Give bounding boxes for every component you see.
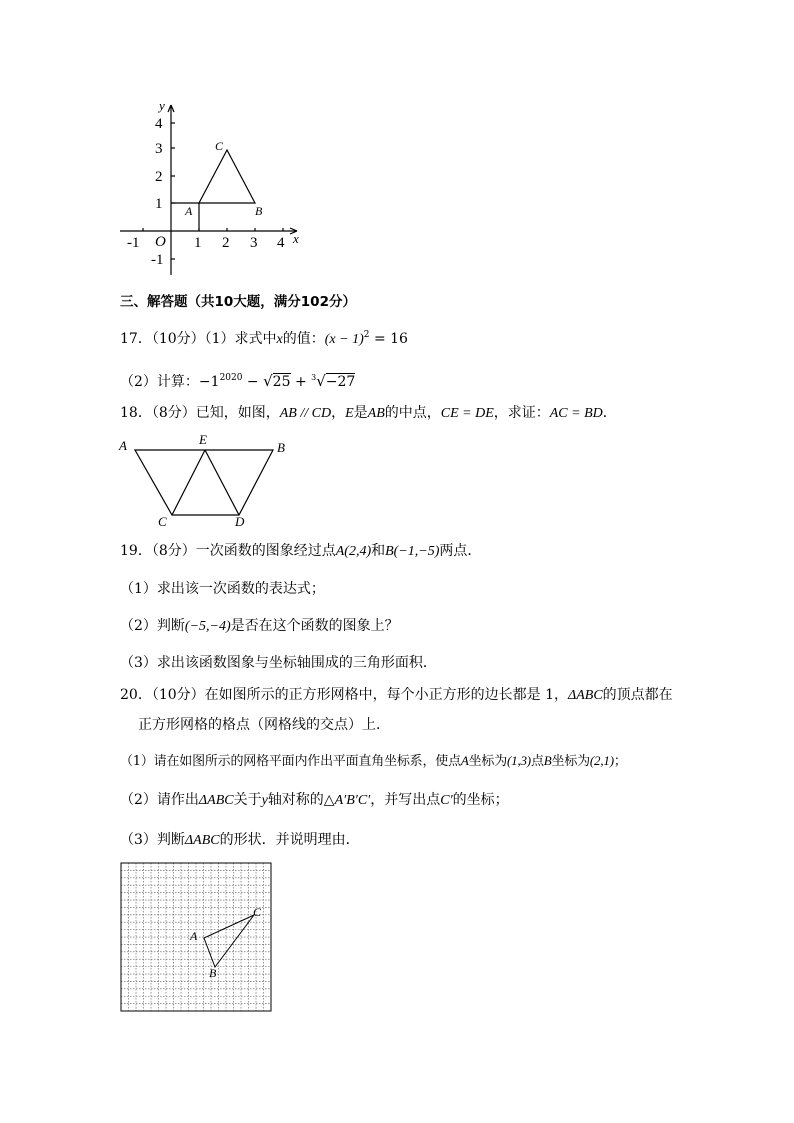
q18-label-e: E [199,432,207,447]
q20-stem-line2: 正方形网格的格点（网格线的交点）上． [138,717,390,733]
y-tick-neg1: -1 [151,252,164,268]
q19-part3: （3）求出该函数图象与坐标轴围成的三角形面积． [120,655,437,671]
x-axis-label: x [293,231,299,246]
triangle-abc [199,150,255,203]
q18-trapezoid-figure [115,430,295,530]
q16-coordinate-figure [115,95,315,285]
q18-stem: 18．（8分）已知，如图，AB // CD，E是AB的中点，CE = DE，求证：AC = BD． [120,405,617,421]
q18-label-a: A [119,438,127,453]
x-tick-2: 2 [222,235,230,251]
q20-stem-line1: 20．（10分）在如图所示的正方形网格中，每个小正方形的边长都是 1，ΔABC的顶点都在 [120,687,673,703]
q20-part1: （1）请在如图所示的网格平面内作出平面直角坐标系，使点A坐标为(1,3)点B坐标为(2,1)； [120,753,627,769]
y-tick-2: 2 [155,169,163,185]
x-tick-1: 1 [194,235,202,251]
point-a-label: A [185,204,193,218]
q20-label-c: C [253,905,262,919]
point-b-label: B [255,204,263,218]
y-axis-label: y [159,98,165,113]
point-c-label: C [215,139,224,153]
section-heading: 三、解答题（共10大题，满分102分） [120,294,356,310]
q20-part2: （2）请作出ΔABC关于y轴对称的△A′B′C′，并写出点C′的坐标； [120,792,509,808]
q18-label-c: C [158,514,167,529]
q20-label-a: A [190,929,198,943]
q20-grid-figure [118,860,278,1015]
q19-part1: （1）求出该一次函数的表达式； [120,581,325,597]
x-tick-4: 4 [277,235,285,251]
x-tick-3: 3 [250,235,258,251]
q17-line1: 17．（10分）（1）求式中x的值：$(x - 1)^2 = 16$ [120,330,408,347]
q19-stem: 19．（8分）一次函数的图象经过点A(2,4)和B(−1,−5)两点． [120,543,482,559]
q18-label-d: D [235,514,245,529]
q20-part3: （3）判断ΔABC的形状．并说明理由． [120,832,360,848]
y-tick-1: 1 [155,196,163,212]
origin-label: O [155,234,166,250]
q19-part2: （2）判断(−5,−4)是否在这个函数的图象上？ [120,618,399,634]
q18-label-b: B [277,440,285,455]
y-tick-4: 4 [155,116,163,132]
q17-line2: （2）计算：$-1^{2020} - √25 + ^3√-27$ [120,372,356,390]
y-tick-3: 3 [155,141,163,157]
x-tick-neg1: -1 [127,235,140,251]
q20-label-b: B [209,966,217,980]
